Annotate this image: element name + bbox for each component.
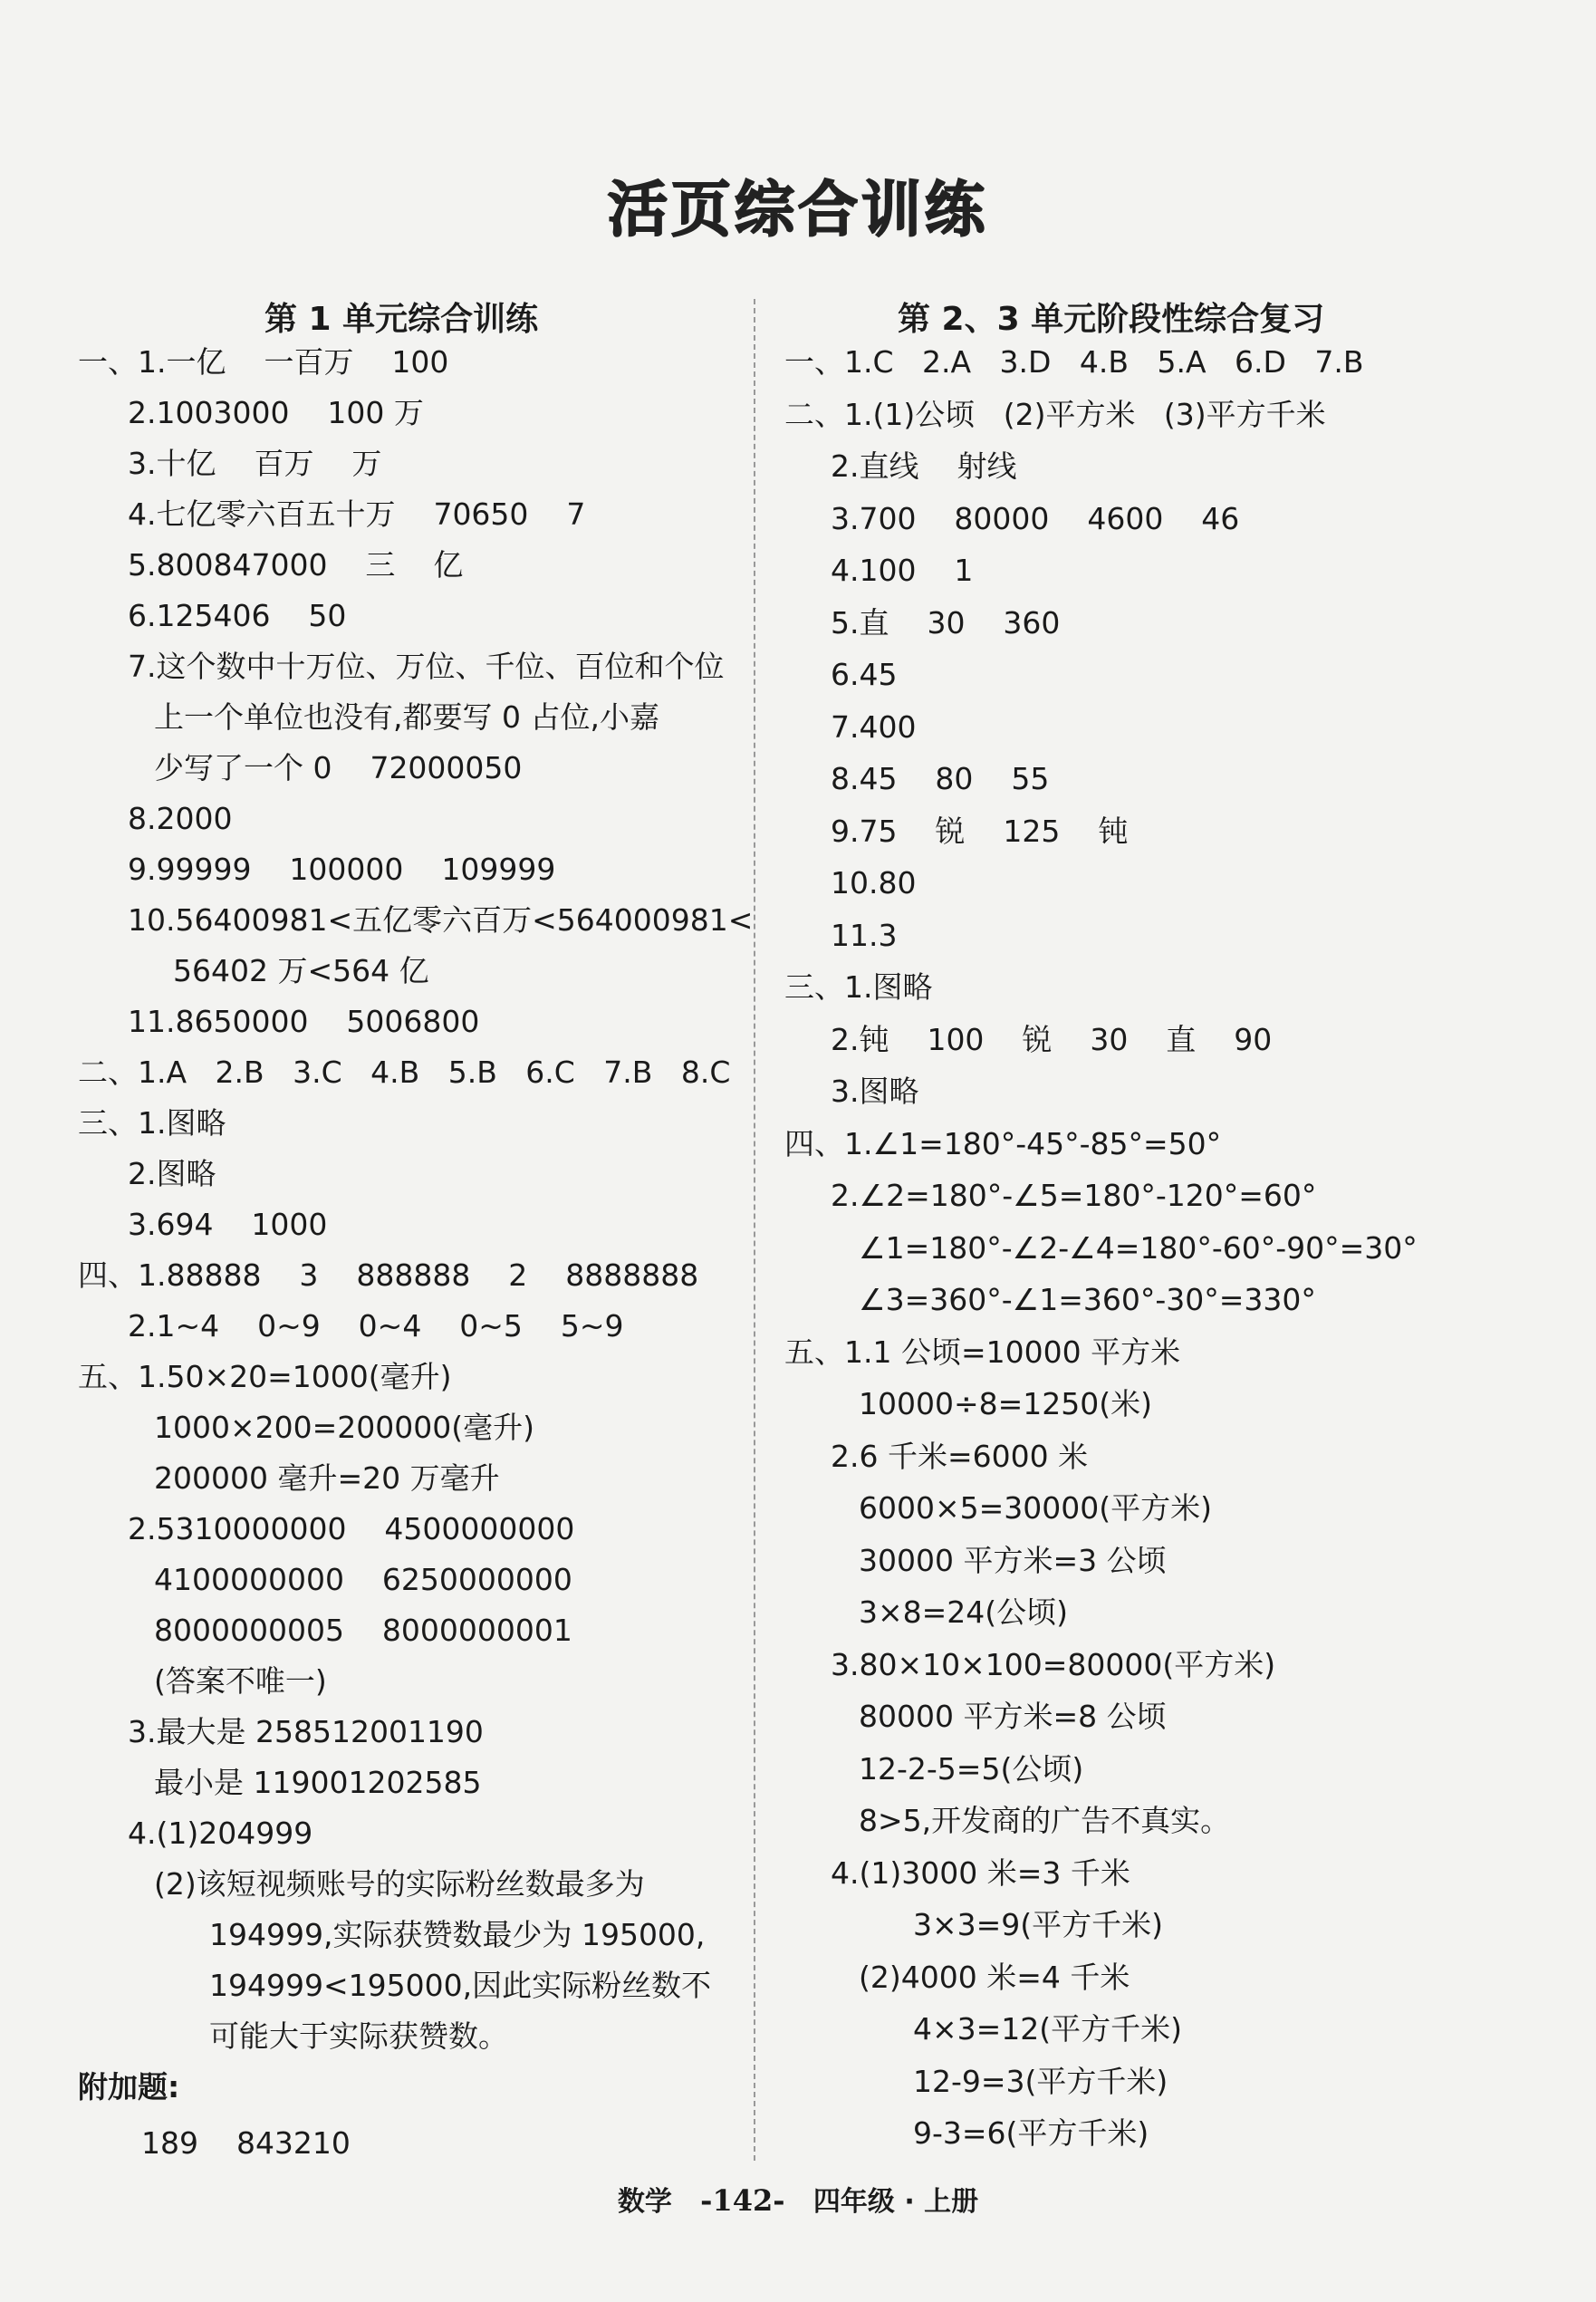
answer-line: 二、1.(1)公顷 (2)平方米 (3)平方千米 [784, 397, 1326, 432]
answer-line: (2)4000 米=4 千米 [859, 1960, 1130, 1995]
answer-line: 7.这个数中十万位、万位、千位、百位和个位 [128, 649, 725, 684]
answer-line: 3.最大是 258512001190 [128, 1714, 484, 1749]
answer-line: 2.6 千米=6000 米 [831, 1439, 1089, 1474]
answer-line: 2.5310000000 4500000000 [128, 1511, 575, 1546]
answer-line: 一、1.一亿 一百万 100 [78, 344, 449, 380]
answer-line: 11.3 [831, 918, 898, 953]
answer-line: 8000000005 8000000001 [154, 1613, 572, 1648]
answer-line: 10.56400981<五亿零六百万<564000981< [128, 902, 754, 938]
answer-line: 3.十亿 百万 万 [128, 446, 382, 481]
answer-line: 最小是 119001202585 [154, 1765, 482, 1800]
page-number: -142- [700, 2183, 785, 2218]
answer-line: 2.钝 100 锐 30 直 90 [831, 1022, 1273, 1057]
left-column-title: 第 1 单元综合训练 [264, 301, 539, 338]
right-column-title: 第 2、3 单元阶段性综合复习 [898, 301, 1325, 338]
answer-line: 三、1.图略 [784, 969, 933, 1005]
answer-line: 56402 万<564 亿 [173, 953, 429, 988]
answer-line: 194999,实际获赞数最少为 195000, [209, 1917, 706, 1952]
answer-line: 4.(1)3000 米=3 千米 [831, 1855, 1130, 1891]
answer-line: 4.七亿零六百五十万 70650 7 [128, 496, 586, 532]
answer-line: 189 843210 [141, 2125, 351, 2161]
right-column [784, 294, 1536, 2151]
footer-grade: 四年级 · 上册 [812, 2186, 979, 2218]
answer-line: 五、1.1 公顷=10000 平方米 [784, 1334, 1181, 1370]
answer-line: 2.1003000 100 万 [128, 395, 424, 430]
answer-line: 12-2-5=5(公顷) [859, 1751, 1084, 1787]
answer-line: ∠1=180°-∠2-∠4=180°-60°-90°=30° [859, 1230, 1418, 1266]
answer-line: 194999<195000,因此实际粉丝数不 [209, 1968, 712, 2003]
answer-line: 30000 平方米=3 公顷 [859, 1543, 1167, 1578]
answer-line: 4×3=12(平方千米) [913, 2011, 1183, 2047]
page-title: 活页综合训练 [608, 175, 988, 245]
answer-line: 6.125406 50 [128, 598, 347, 633]
answer-line: 4.100 1 [831, 553, 974, 588]
answer-line: 附加题: [78, 2069, 180, 2105]
answer-line: 2.图略 [128, 1156, 216, 1191]
answer-line: 80000 平方米=8 公顷 [859, 1699, 1167, 1734]
answer-line: 3.700 80000 4600 46 [831, 501, 1240, 536]
answer-line: 8>5,开发商的广告不真实。 [859, 1803, 1231, 1838]
page-footer [0, 2179, 1596, 2219]
answer-line: 3.80×10×100=80000(平方米) [831, 1647, 1276, 1682]
answer-line: (答案不唯一) [154, 1663, 327, 1699]
answer-line: 5.直 30 360 [831, 605, 1061, 641]
answer-line: 2.1~4 0~9 0~4 0~5 5~9 [128, 1308, 624, 1344]
answer-line: 五、1.50×20=1000(毫升) [78, 1359, 452, 1394]
answer-line: 二、1.A 2.B 3.C 4.B 5.B 6.C 7.B 8.C [78, 1055, 731, 1090]
answer-line: 上一个单位也没有,都要写 0 占位,小嘉 [154, 699, 659, 735]
answer-line: 5.800847000 三 亿 [128, 547, 464, 583]
answer-line: 三、1.图略 [78, 1105, 226, 1141]
answer-line: 6000×5=30000(平方米) [859, 1490, 1213, 1526]
answer-line: 四、1.∠1=180°-45°-85°=50° [784, 1126, 1222, 1161]
answer-line: 11.8650000 5006800 [128, 1004, 480, 1039]
answer-line: 9.99999 100000 109999 [128, 852, 556, 887]
answer-line: 6.45 [831, 657, 898, 692]
answer-line: 2.∠2=180°-∠5=180°-120°=60° [831, 1178, 1317, 1213]
answer-line: 3×3=9(平方千米) [913, 1907, 1164, 1942]
answer-line: 可能大于实际获赞数。 [209, 2018, 508, 2054]
answer-line: 12-9=3(平方千米) [913, 2064, 1168, 2099]
answer-line: 4100000000 6250000000 [154, 1562, 572, 1597]
answer-line: 3.图略 [831, 1074, 919, 1109]
answer-line: (2)该短视频账号的实际粉丝数最多为 [154, 1866, 645, 1902]
answer-line: 四、1.88888 3 888888 2 8888888 [78, 1257, 699, 1293]
answer-line: 8.2000 [128, 801, 233, 836]
answer-line: 一、1.C 2.A 3.D 4.B 5.A 6.D 7.B [784, 344, 1364, 380]
answer-line: 3×8=24(公顷) [859, 1594, 1069, 1630]
answer-line: 3.694 1000 [128, 1207, 328, 1242]
answer-line: 少写了一个 0 72000050 [154, 750, 523, 785]
answer-line: 4.(1)204999 [128, 1816, 313, 1851]
left-column [78, 294, 754, 2161]
answer-line: 1000×200=200000(毫升) [154, 1410, 534, 1445]
footer-subject: 数学 [617, 2186, 672, 2218]
answer-line: 2.直线 射线 [831, 448, 1017, 484]
answer-line: 8.45 80 55 [831, 761, 1050, 796]
answer-line: 7.400 [831, 709, 917, 745]
answer-line: 200000 毫升=20 万毫升 [154, 1460, 500, 1496]
answer-line: 9.75 锐 125 钝 [831, 814, 1129, 849]
answer-line: 10000÷8=1250(米) [859, 1386, 1153, 1421]
answer-line: ∠3=360°-∠1=360°-30°=330° [859, 1282, 1316, 1317]
answer-line: 9-3=6(平方千米) [913, 2115, 1149, 2151]
column-divider [754, 299, 755, 2161]
answer-line: 10.80 [831, 865, 917, 901]
